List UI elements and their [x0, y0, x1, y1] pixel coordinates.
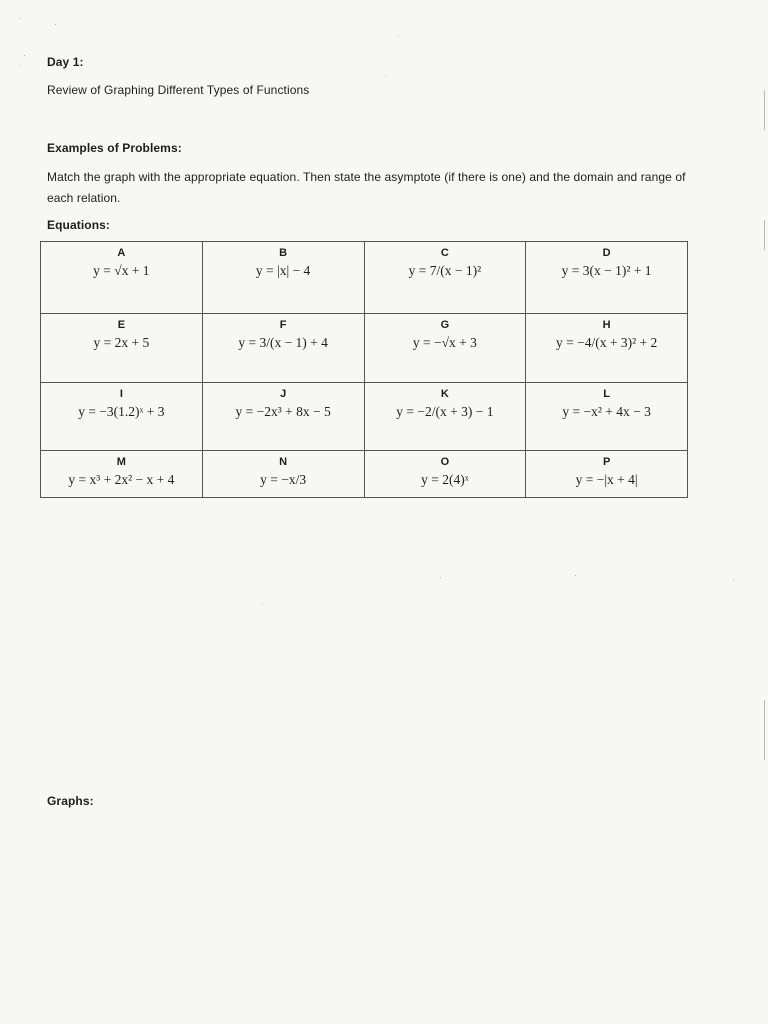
equation-letter: H: [602, 319, 611, 331]
examples-heading: Examples of Problems:: [47, 141, 182, 155]
graphs-heading: Graphs:: [47, 794, 94, 808]
equation-letter: I: [119, 388, 123, 400]
equation-expression: y = −|x + 4|: [575, 472, 638, 487]
equation-cell-a: [41, 242, 203, 314]
equation-expression: y = 7/(x − 1)²: [408, 263, 482, 278]
equation-cell-l: [526, 383, 688, 451]
equation-cell-b: [202, 242, 364, 314]
equation-cell-h: [526, 314, 688, 383]
equation-cell-i: [41, 383, 203, 451]
equation-letter: D: [602, 247, 611, 259]
equation-expression: y = √x + 1: [93, 263, 150, 278]
equation-letter: L: [603, 388, 610, 400]
equation-expression: y = −3(1.2)ˣ + 3: [78, 404, 165, 419]
page-subtitle: Review of Graphing Different Types of Functions: [47, 83, 310, 97]
equations-table: [40, 241, 688, 498]
equation-expression: y = −2/(x + 3) − 1: [396, 404, 494, 419]
equation-letter: F: [279, 319, 287, 331]
equation-letter: O: [440, 456, 450, 468]
equation-letter: N: [279, 456, 288, 468]
equation-cell-d: [526, 242, 688, 314]
equation-expression: y = 3(x − 1)² + 1: [561, 263, 652, 278]
equation-cell-k: [364, 383, 526, 451]
equation-expression: y = |x| − 4: [255, 263, 311, 278]
equation-letter: P: [602, 456, 611, 468]
equation-cell-g: [364, 314, 526, 383]
equation-expression: y = −2x³ + 8x − 5: [235, 404, 331, 419]
day-heading: Day 1:: [47, 55, 84, 69]
equation-letter: G: [440, 319, 450, 331]
equation-letter: M: [116, 456, 126, 468]
equation-letter: C: [440, 247, 449, 259]
equation-letter: J: [280, 388, 287, 400]
equation-cell-c: [364, 242, 526, 314]
equation-expression: y = 3/(x − 1) + 4: [238, 335, 328, 350]
equation-letter: B: [279, 247, 288, 259]
equation-letter: K: [440, 388, 449, 400]
equation-cell-j: [202, 383, 364, 451]
equation-cell-n: [202, 451, 364, 498]
equation-cell-f: [202, 314, 364, 383]
equation-letter: E: [117, 319, 126, 331]
equation-letter: A: [117, 247, 126, 259]
equation-cell-o: [364, 451, 526, 498]
equation-expression: y = −x/3: [260, 472, 307, 487]
equation-cell-m: [41, 451, 203, 498]
equation-expression: y = x³ + 2x² − x + 4: [68, 472, 175, 487]
equation-expression: y = −x² + 4x − 3: [562, 404, 651, 419]
equation-expression: y = 2(4)ˣ: [421, 472, 469, 487]
equation-cell-e: [41, 314, 203, 383]
equations-heading: Equations:: [47, 218, 110, 232]
equation-expression: y = −4/(x + 3)² + 2: [556, 335, 658, 350]
equation-cell-p: [526, 451, 688, 498]
equation-expression: y = 2x + 5: [93, 335, 150, 350]
equation-expression: y = −√x + 3: [412, 335, 477, 350]
instructions-text: Match the graph with the appropriate equation. Then state the asymptote (if there is one) and the domain and range of each relation.: [47, 170, 686, 205]
